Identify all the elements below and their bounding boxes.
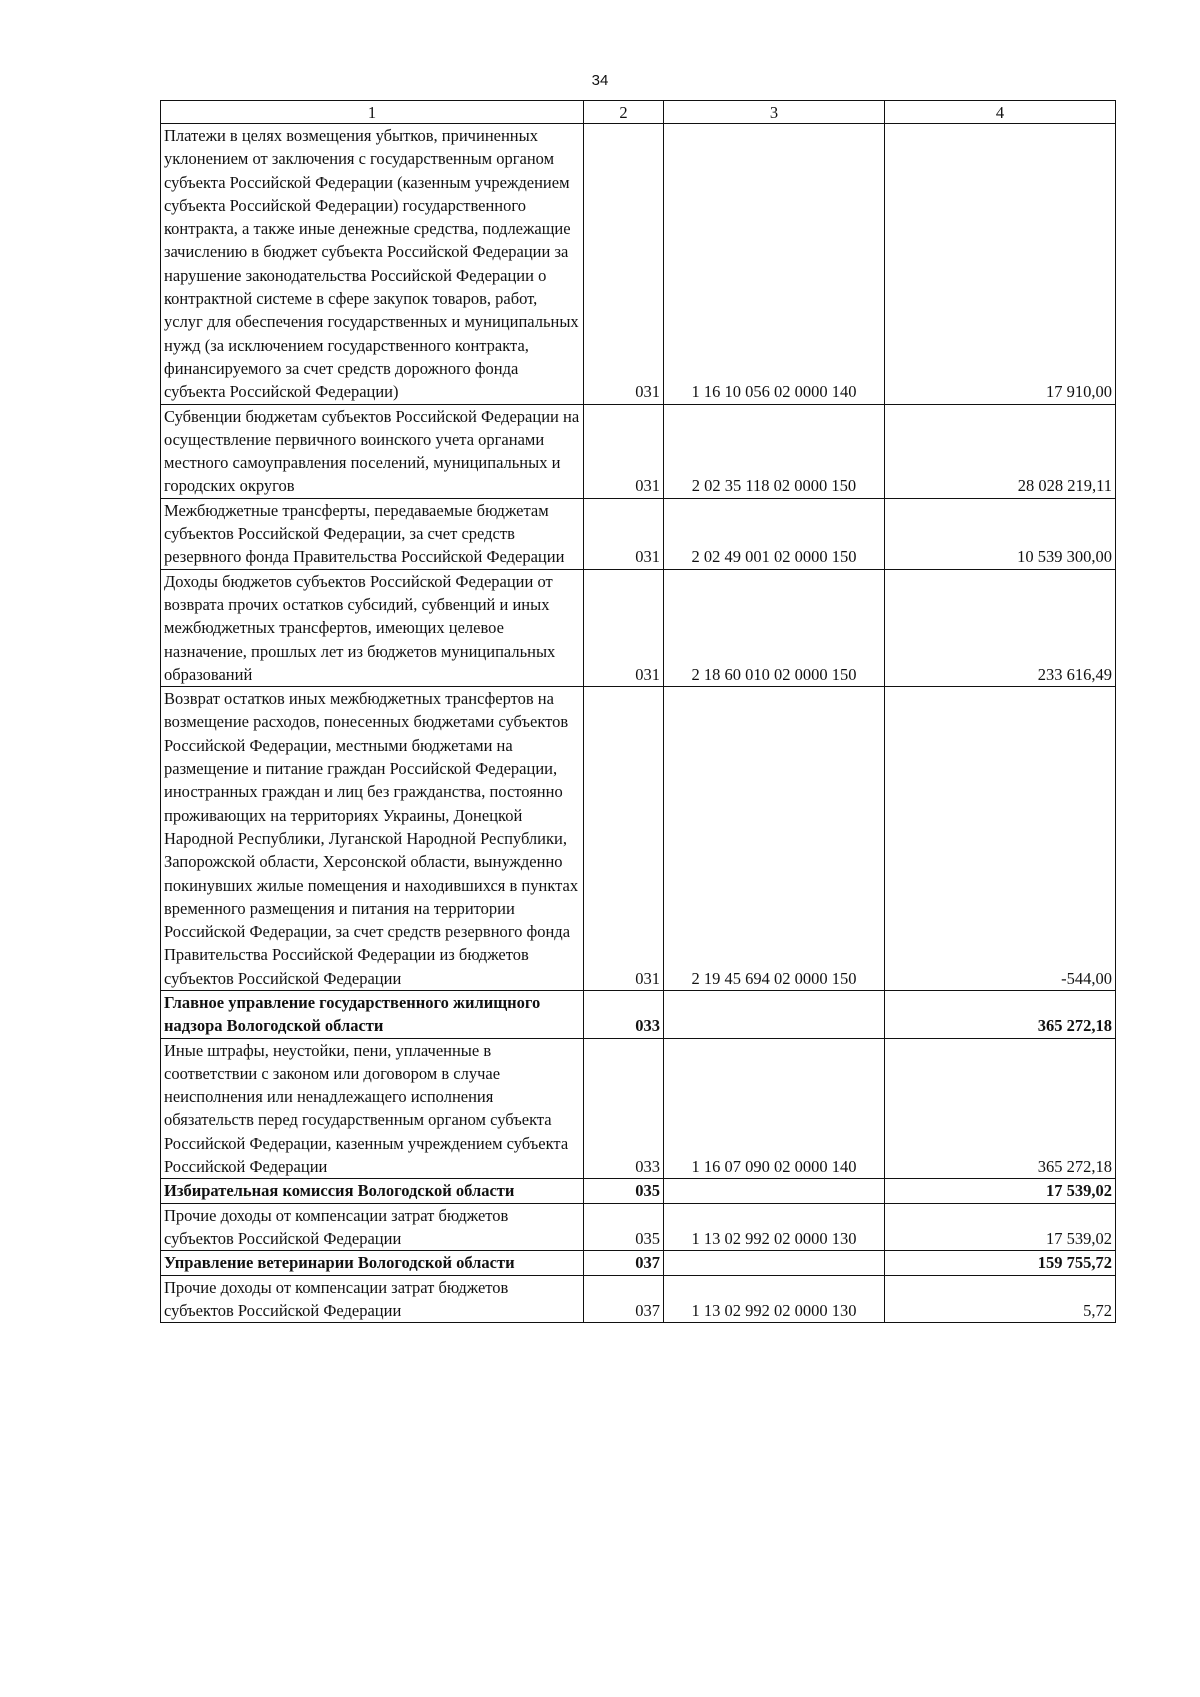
row-revenue-code: 1 16 10 056 02 0000 140 [664,124,885,405]
row-admin-code: 035 [584,1179,664,1203]
row-admin-code: 031 [584,498,664,569]
row-revenue-code: 2 02 49 001 02 0000 150 [664,498,885,569]
row-description: Межбюджетные трансферты, передаваемые бюджетам субъектов Российской Федерации, за счет средств резервного фонда Правительства Российской Федерации [161,498,584,569]
row-admin-code: 031 [584,687,664,991]
row-description: Иные штрафы, неустойки, пени, уплаченные в соответствии с законом или договором в случае неисполнения или ненадлежащего исполнения обязательств перед государственным органом субъекта Российской Федерации, казенным учреждением субъекта Российской Федерации [161,1038,584,1179]
row-amount: 10 539 300,00 [885,498,1116,569]
table-row [161,990,1116,1038]
row-amount: 159 755,72 [885,1251,1116,1275]
table-row [161,1203,1116,1251]
table-header-row [161,101,1116,124]
row-revenue-code [664,1179,885,1203]
row-revenue-code [664,1251,885,1275]
revenue-table [160,100,1116,1323]
row-revenue-code: 2 19 45 694 02 0000 150 [664,687,885,991]
table-row [161,687,1116,991]
row-description: Платежи в целях возмещения убытков, причиненных уклонением от заключения с государственным органом субъекта Российской Федерации (казенным учреждением субъекта Российской Федерации) государственного контракта, а также иные денежные средства, подлежащие зачислению в бюджет субъекта Российской Федерации за нарушение законодательства Российской Федерации о контрактной системе в сфере закупок товаров, работ, услуг для обеспечения государственных и муниципальных нужд (за исключением государственного контракта, финансируемого за счет средств дорожного фонда субъекта Российской Федерации) [161,124,584,405]
row-admin-code: 031 [584,569,664,686]
row-amount: -544,00 [885,687,1116,991]
row-amount: 5,72 [885,1275,1116,1323]
row-description: Доходы бюджетов субъектов Российской Федерации от возврата прочих остатков субсидий, субвенций и иных межбюджетных трансфертов, имеющих целевое назначение, прошлых лет из бюджетов муниципальных образований [161,569,584,686]
table-row [161,124,1116,405]
row-description: Прочие доходы от компенсации затрат бюджетов субъектов Российской Федерации [161,1275,584,1323]
row-admin-code: 037 [584,1251,664,1275]
row-revenue-code: 1 13 02 992 02 0000 130 [664,1275,885,1323]
table-row [161,1275,1116,1323]
row-admin-code: 033 [584,990,664,1038]
table-row [161,1038,1116,1179]
table-row [161,498,1116,569]
row-description: Субвенции бюджетам субъектов Российской Федерации на осуществление первичного воинского учета органами местного самоуправления поселений, муниципальных и городских округов [161,404,584,498]
row-revenue-code: 1 16 07 090 02 0000 140 [664,1038,885,1179]
row-amount: 17 910,00 [885,124,1116,405]
row-revenue-code: 2 02 35 118 02 0000 150 [664,404,885,498]
row-description: Главное управление государственного жилищного надзора Вологодской области [161,990,584,1038]
row-amount: 28 028 219,11 [885,404,1116,498]
row-description: Управление ветеринарии Вологодской области [161,1251,584,1275]
row-amount: 17 539,02 [885,1203,1116,1251]
row-description: Возврат остатков иных межбюджетных трансфертов на возмещение расходов, понесенных бюджетами субъектов Российской Федерации, местными бюджетами на размещение и питание граждан Российской Федерации, иностранных граждан и лиц без гражданства, постоянно проживающих на территориях Украины, Донецкой Народной Республики, Луганской Народной Республики, Запорожской области, Херсонской области, вынужденно покинувших жилые помещения и находившихся в пунктах временного размещения и питания на территории Российской Федерации, за счет средств резервного фонда Правительства Российской Федерации из бюджетов субъектов Российской Федерации [161,687,584,991]
row-admin-code: 031 [584,124,664,405]
row-description: Прочие доходы от компенсации затрат бюджетов субъектов Российской Федерации [161,1203,584,1251]
column-header-2: 2 [584,101,664,124]
page-number: 34 [591,72,609,89]
table-row [161,1251,1116,1275]
row-amount: 17 539,02 [885,1179,1116,1203]
row-admin-code: 037 [584,1275,664,1323]
column-header-3: 3 [664,101,885,124]
row-admin-code: 031 [584,404,664,498]
row-amount: 365 272,18 [885,990,1116,1038]
table-row [161,404,1116,498]
row-description: Избирательная комиссия Вологодской области [161,1179,584,1203]
column-header-1: 1 [161,101,584,124]
row-revenue-code: 1 13 02 992 02 0000 130 [664,1203,885,1251]
row-revenue-code [664,990,885,1038]
row-admin-code: 035 [584,1203,664,1251]
column-header-4: 4 [885,101,1116,124]
row-amount: 365 272,18 [885,1038,1116,1179]
row-revenue-code: 2 18 60 010 02 0000 150 [664,569,885,686]
table-row [161,1179,1116,1203]
row-admin-code: 033 [584,1038,664,1179]
table-row [161,569,1116,686]
row-amount: 233 616,49 [885,569,1116,686]
